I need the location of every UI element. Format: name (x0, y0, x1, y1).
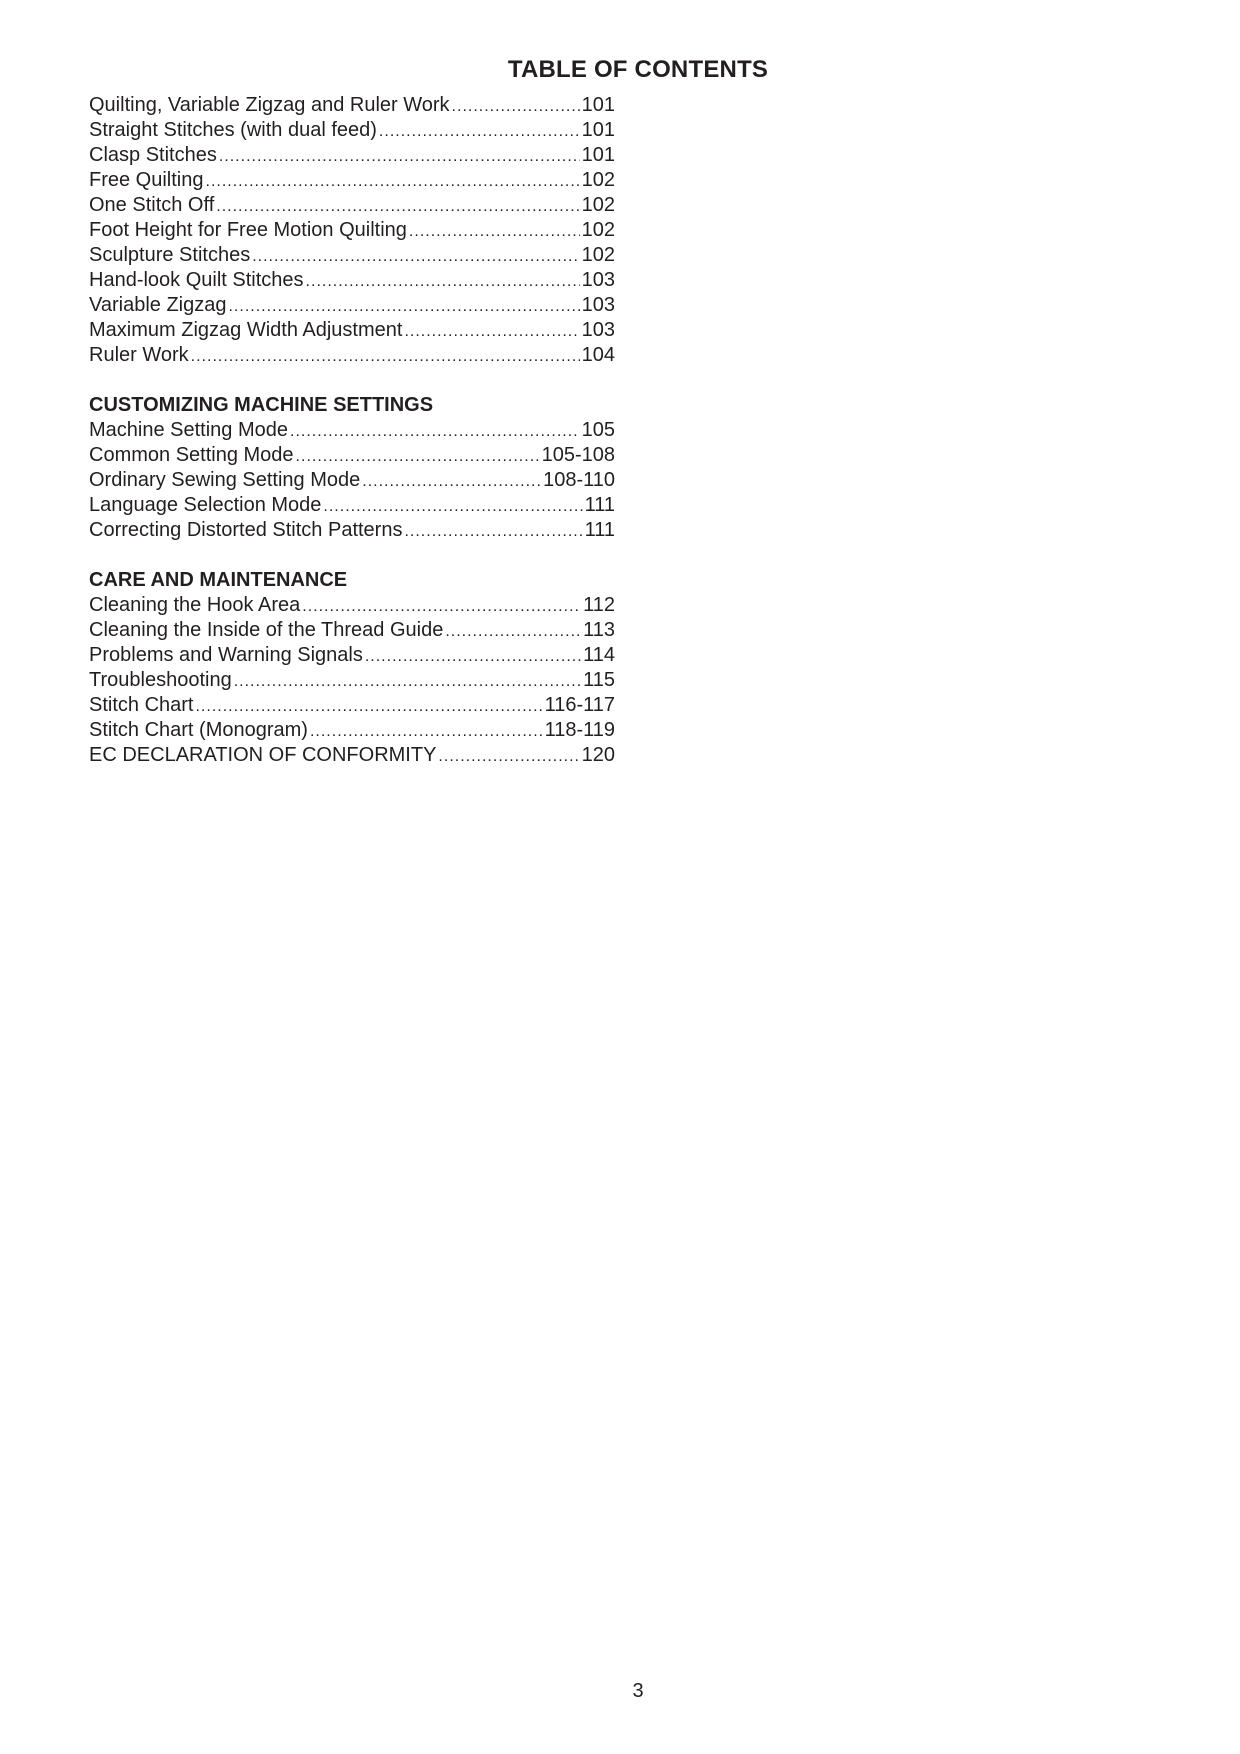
entry-page-number: 118-119 (544, 719, 615, 741)
entry-page-number: 105 (581, 419, 615, 441)
dot-leader (290, 419, 580, 444)
entry-page-number: 101 (581, 119, 615, 141)
toc-entry (89, 143, 615, 168)
entry-page-number: 120 (581, 744, 615, 766)
toc-entry (89, 318, 615, 343)
section-heading: CUSTOMIZING MACHINE SETTINGS (89, 394, 434, 416)
entry-page-number: 103 (581, 319, 615, 341)
entry-title: Common Setting Mode (89, 444, 294, 466)
entry-title: Cleaning the Hook Area (89, 594, 301, 616)
toc-entry (89, 168, 615, 193)
entry-title: Machine Setting Mode (89, 419, 289, 441)
dot-leader (365, 644, 581, 669)
dot-leader (302, 594, 581, 619)
toc-entry (89, 218, 615, 243)
entry-page-number: 104 (581, 344, 615, 366)
entry-title: Variable Zigzag (89, 294, 227, 316)
entry-title: Quilting, Variable Zigzag and Ruler Work (89, 94, 450, 116)
entry-title: Clasp Stitches (89, 144, 217, 166)
dot-leader (438, 744, 579, 769)
toc-entry (89, 243, 615, 268)
dot-leader (409, 219, 580, 244)
toc-entry (89, 443, 615, 468)
dot-leader (206, 169, 580, 194)
entry-title: Straight Stitches (with dual feed) (89, 119, 377, 141)
dot-leader (234, 669, 581, 694)
dot-leader (310, 719, 543, 744)
entry-title: Stitch Chart (89, 694, 194, 716)
entry-title: Ruler Work (89, 344, 189, 366)
toc-list (89, 93, 615, 768)
toc-entry (89, 668, 615, 693)
dot-leader (379, 119, 580, 144)
toc-entry (89, 193, 615, 218)
page-title: TABLE OF CONTENTS (507, 56, 769, 83)
entry-page-number: 111 (584, 494, 615, 516)
toc-entry (89, 718, 615, 743)
entry-title: Foot Height for Free Motion Quilting (89, 219, 407, 241)
entry-title: Free Quilting (89, 169, 204, 191)
entry-page-number: 103 (581, 294, 615, 316)
entry-title: Cleaning the Inside of the Thread Guide (89, 619, 444, 641)
dot-leader (323, 494, 582, 519)
entry-page-number: 103 (581, 269, 615, 291)
dot-leader (404, 319, 579, 344)
toc-entry (89, 693, 615, 718)
toc-entry (89, 268, 615, 293)
toc-entry (89, 643, 615, 668)
toc-entry (89, 743, 615, 768)
toc-entry (89, 518, 615, 543)
toc-entry (89, 418, 615, 443)
dot-leader (362, 469, 541, 494)
dot-leader (404, 519, 582, 544)
dot-leader (219, 144, 580, 169)
toc-entry (89, 343, 615, 368)
dot-leader (252, 244, 579, 269)
entry-page-number: 116-117 (544, 694, 615, 716)
entry-title: Sculpture Stitches (89, 244, 251, 266)
entry-page-number: 111 (584, 519, 615, 541)
entry-title: One Stitch Off (89, 194, 215, 216)
entry-title: Stitch Chart (Monogram) (89, 719, 308, 741)
dot-leader (216, 194, 579, 219)
toc-entry (89, 468, 615, 493)
entry-title: Language Selection Mode (89, 494, 322, 516)
entry-page-number: 102 (581, 194, 615, 216)
entry-page-number: 102 (581, 244, 615, 266)
toc-section (89, 393, 615, 543)
dot-leader (228, 294, 579, 319)
entry-page-number: 112 (583, 594, 615, 616)
toc-section (89, 93, 615, 368)
entry-page-number: 113 (583, 619, 615, 641)
entry-page-number: 101 (581, 144, 615, 166)
entry-title: Problems and Warning Signals (89, 644, 363, 666)
entry-title: Troubleshooting (89, 669, 232, 691)
toc-section (89, 568, 615, 768)
entry-title: EC DECLARATION OF CONFORMITY (89, 744, 437, 766)
entry-page-number: 102 (581, 169, 615, 191)
dot-leader (306, 269, 580, 294)
entry-page-number: 105-108 (541, 444, 615, 466)
toc-entry (89, 618, 615, 643)
entry-page-number: 114 (583, 644, 615, 666)
dot-leader (296, 444, 540, 469)
section-heading: CARE AND MAINTENANCE (89, 569, 348, 591)
page-number: 3 (632, 1680, 644, 1702)
toc-entry (89, 293, 615, 318)
entry-title: Hand-look Quilt Stitches (89, 269, 304, 291)
dot-leader (445, 619, 581, 644)
entry-title: Ordinary Sewing Setting Mode (89, 469, 361, 491)
entry-page-number: 101 (581, 94, 615, 116)
toc-entry (89, 93, 615, 118)
entry-page-number: 102 (581, 219, 615, 241)
dot-leader (452, 94, 580, 119)
dot-leader (191, 344, 580, 369)
entry-title: Maximum Zigzag Width Adjustment (89, 319, 403, 341)
toc-entry (89, 593, 615, 618)
entry-page-number: 115 (583, 669, 615, 691)
toc-entry (89, 493, 615, 518)
entry-page-number: 108-110 (543, 469, 615, 491)
entry-title: Correcting Distorted Stitch Patterns (89, 519, 403, 541)
toc-entry (89, 118, 615, 143)
dot-leader (195, 694, 542, 719)
